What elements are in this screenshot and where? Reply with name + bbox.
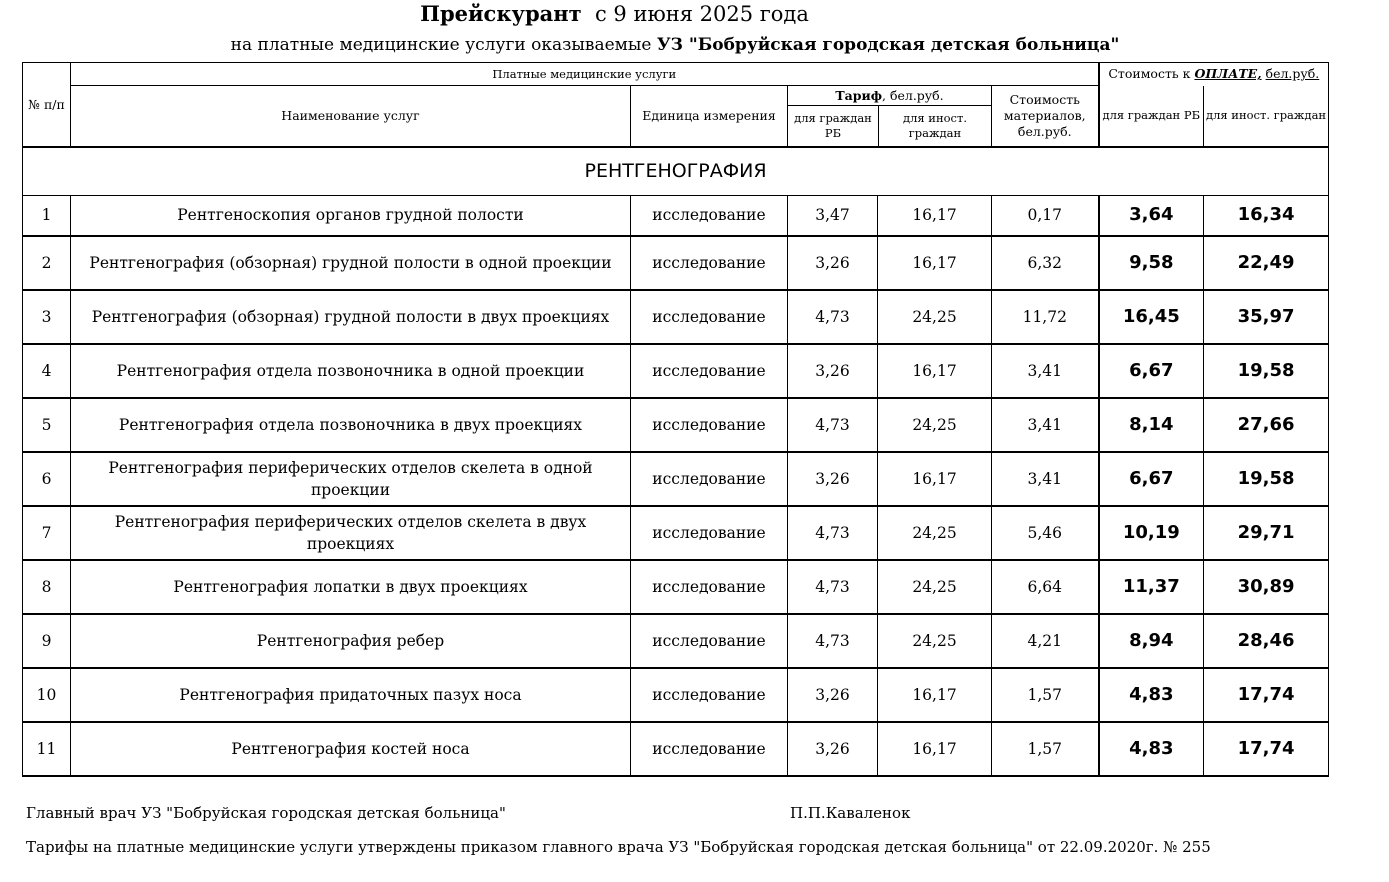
cell-pay-foreign: 35,97 [1204, 290, 1329, 344]
cell-unit: исследование [631, 195, 788, 236]
cell-tariff-rb: 4,73 [788, 560, 878, 614]
cell-materials: 1,57 [992, 668, 1099, 722]
cell-tariff-rb: 3,47 [788, 195, 878, 236]
cell-name: Рентгенография отдела позвоночника в одной проекции [71, 344, 631, 398]
cell-pay-foreign: 16,34 [1204, 195, 1329, 236]
cell-pay-foreign: 29,71 [1204, 506, 1329, 560]
col-header-unit: Единица измерения [631, 86, 788, 148]
cell-tariff-foreign: 24,25 [878, 398, 992, 452]
cell-pay-foreign: 19,58 [1204, 452, 1329, 506]
col-header-pay-foreign: для иност. граждан [1204, 86, 1329, 148]
tariff-bold: Тариф [835, 88, 883, 103]
price-table [22, 62, 1329, 777]
cell-tariff-foreign: 24,25 [878, 290, 992, 344]
cell-unit: исследование [631, 668, 788, 722]
cell-tariff-rb: 3,26 [788, 668, 878, 722]
cell-pay-foreign: 30,89 [1204, 560, 1329, 614]
cell-materials: 0,17 [992, 195, 1099, 236]
section-title: РЕНТГЕНОГРАФИЯ [23, 147, 1329, 195]
cell-tariff-foreign: 16,17 [878, 668, 992, 722]
cell-num: 1 [23, 195, 71, 236]
cell-pay-foreign: 28,46 [1204, 614, 1329, 668]
cell-tariff-rb: 4,73 [788, 506, 878, 560]
cell-num: 10 [23, 668, 71, 722]
table-row [23, 290, 1329, 344]
cell-pay-rb: 3,64 [1099, 195, 1204, 236]
cell-materials: 5,46 [992, 506, 1099, 560]
cell-name: Рентгеноскопия органов грудной полости [71, 195, 631, 236]
cell-materials: 3,41 [992, 344, 1099, 398]
cell-unit: исследование [631, 344, 788, 398]
cell-pay-rb: 4,83 [1099, 722, 1204, 776]
cell-tariff-foreign: 24,25 [878, 506, 992, 560]
col-header-tariff-rb: для граждан РБ [788, 106, 879, 146]
cell-materials: 11,72 [992, 290, 1099, 344]
cell-unit: исследование [631, 560, 788, 614]
cell-num: 2 [23, 236, 71, 290]
table-row [23, 668, 1329, 722]
cell-pay-foreign: 17,74 [1204, 668, 1329, 722]
cell-tariff-rb: 3,26 [788, 452, 878, 506]
table-row [23, 560, 1329, 614]
col-header-pay-rb: для граждан РБ [1099, 86, 1204, 148]
cell-unit: исследование [631, 398, 788, 452]
cell-pay-rb: 6,67 [1099, 452, 1204, 506]
col-header-tariff-foreign: для иност. граждан [902, 111, 967, 140]
tariff-unit: , бел.руб. [882, 88, 944, 103]
cell-name: Рентгенография ребер [71, 614, 631, 668]
table-row [23, 195, 1329, 236]
cell-name: Рентгенография костей носа [71, 722, 631, 776]
col-header-name: Наименование услуг [71, 86, 631, 148]
cell-tariff-foreign: 16,17 [878, 236, 992, 290]
cell-materials: 6,64 [992, 560, 1099, 614]
cell-num: 4 [23, 344, 71, 398]
cell-name: Рентгенография (обзорная) грудной полости в одной проекции [71, 236, 631, 290]
cell-pay-rb: 8,94 [1099, 614, 1204, 668]
cell-tariff-foreign: 16,17 [878, 722, 992, 776]
cell-num: 7 [23, 506, 71, 560]
pay-suffix: бел.руб. [1265, 66, 1320, 82]
cell-materials: 1,57 [992, 722, 1099, 776]
col-header-num: № п/п [23, 63, 71, 148]
cell-pay-rb: 16,45 [1099, 290, 1204, 344]
cell-name: Рентгенография периферических отделов скелета в одной проекции [71, 452, 631, 506]
table-row [23, 398, 1329, 452]
cell-name: Рентгенография (обзорная) грудной полости в двух проекциях [71, 290, 631, 344]
signer-name: П.П.Каваленок [790, 804, 911, 822]
subtitle-text: на платные медицинские услуги оказываемые [230, 35, 652, 55]
group-header-payment [1099, 63, 1329, 86]
cell-unit: исследование [631, 722, 788, 776]
cell-tariff-foreign: 16,17 [878, 452, 992, 506]
table-row [23, 452, 1329, 506]
cell-materials: 4,21 [992, 614, 1099, 668]
title-bold: Прейскурант [420, 1, 582, 26]
tariff-header [788, 86, 992, 148]
cell-tariff-rb: 3,26 [788, 722, 878, 776]
cell-pay-foreign: 19,58 [1204, 344, 1329, 398]
cell-num: 9 [23, 614, 71, 668]
page-subtitle [0, 33, 1350, 57]
rows-body [23, 195, 1329, 776]
table-row [23, 722, 1329, 776]
table-row [23, 506, 1329, 560]
cell-num: 8 [23, 560, 71, 614]
cell-tariff-foreign: 24,25 [878, 560, 992, 614]
table-row [23, 344, 1329, 398]
cell-materials: 6,32 [992, 236, 1099, 290]
cell-unit: исследование [631, 290, 788, 344]
cell-pay-rb: 10,19 [1099, 506, 1204, 560]
cell-unit: исследование [631, 236, 788, 290]
cell-tariff-rb: 4,73 [788, 398, 878, 452]
signer-position: Главный врач УЗ "Бобруйская городская детская больница" [26, 804, 506, 822]
cell-num: 11 [23, 722, 71, 776]
cell-tariff-foreign: 16,17 [878, 195, 992, 236]
cell-pay-rb: 6,67 [1099, 344, 1204, 398]
cell-tariff-rb: 4,73 [788, 290, 878, 344]
cell-pay-foreign: 22,49 [1204, 236, 1329, 290]
pay-bold: ОПЛАТЕ, [1194, 66, 1262, 82]
cell-pay-foreign: 27,66 [1204, 398, 1329, 452]
cell-num: 6 [23, 452, 71, 506]
tariff-header-title [788, 86, 991, 106]
cell-name: Рентгенография отдела позвоночника в двух проекциях [71, 398, 631, 452]
group-header-services: Платные медицинские услуги [71, 63, 1099, 86]
cell-num: 3 [23, 290, 71, 344]
cell-pay-foreign: 17,74 [1204, 722, 1329, 776]
cell-pay-rb: 9,58 [1099, 236, 1204, 290]
cell-tariff-foreign: 16,17 [878, 344, 992, 398]
cell-materials: 3,41 [992, 452, 1099, 506]
cell-name: Рентгенография лопатки в двух проекциях [71, 560, 631, 614]
cell-tariff-foreign: 24,25 [878, 614, 992, 668]
cell-tariff-rb: 3,26 [788, 344, 878, 398]
page-title [0, 0, 1229, 28]
cell-name: Рентгенография периферических отделов скелета в двух проекциях [71, 506, 631, 560]
table-row [23, 236, 1329, 290]
subtitle-org: УЗ "Бобруйская городская детская больница" [656, 35, 1120, 55]
title-date: с 9 июня 2025 года [595, 2, 809, 26]
cell-unit: исследование [631, 506, 788, 560]
tariff-subheaders [788, 106, 991, 146]
cell-unit: исследование [631, 452, 788, 506]
table-row [23, 614, 1329, 668]
col-header-materials: Стоимость материалов, бел.руб. [992, 86, 1099, 148]
cell-tariff-rb: 4,73 [788, 614, 878, 668]
cell-name: Рентгенография придаточных пазух носа [71, 668, 631, 722]
approval-note: Тарифы на платные медицинские услуги утверждены приказом главного врача УЗ "Бобруйская городская детская больница" от 22.09.2020г. № 255 [26, 838, 1211, 856]
cell-tariff-rb: 3,26 [788, 236, 878, 290]
cell-materials: 3,41 [992, 398, 1099, 452]
cell-pay-rb: 8,14 [1099, 398, 1204, 452]
cell-unit: исследование [631, 614, 788, 668]
cell-pay-rb: 4,83 [1099, 668, 1204, 722]
pay-prefix: Стоимость к [1108, 66, 1191, 82]
cell-num: 5 [23, 398, 71, 452]
cell-pay-rb: 11,37 [1099, 560, 1204, 614]
